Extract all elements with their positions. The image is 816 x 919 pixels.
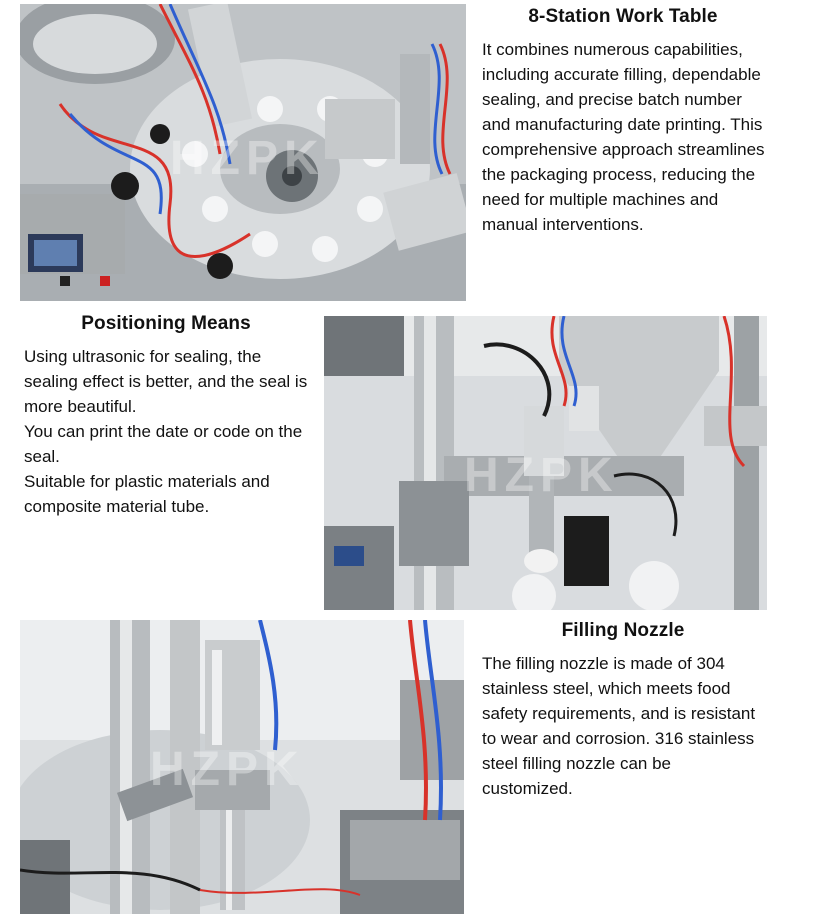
- paragraph: You can print the date or code on the seal.: [24, 422, 303, 466]
- section-title-filling-nozzle: Filling Nozzle: [561, 620, 685, 641]
- paragraph: The filling nozzle is made of 304 stainless steel, which meets food safety requirements, and is resistant to wear and corrosion. 316 stainless steel filling nozzle can be customized.: [482, 654, 756, 798]
- work-table-photo: [20, 4, 466, 301]
- section-body-positioning: [24, 344, 316, 519]
- paragraph: It combines numerous capabilities, including accurate filling, dependable sealing, and precise batch number and manufacturing date printing. This comprehensive approach streamlines the packaging process, reducing the need for multiple machines and manual interventions.: [482, 40, 765, 234]
- section-body-work-table: [482, 37, 772, 237]
- filling-nozzle-photo: [20, 620, 464, 914]
- positioning-photo: [324, 316, 767, 610]
- watermark: HZPK: [150, 743, 305, 796]
- section-title-positioning: Positioning Means: [81, 313, 251, 334]
- paragraph: Suitable for plastic materials and composite material tube.: [24, 472, 270, 516]
- watermark: HZPK: [170, 132, 325, 185]
- watermark: HZPK: [464, 449, 619, 502]
- section-title-work-table: 8-Station Work Table: [528, 6, 718, 27]
- section-body-filling-nozzle: [482, 651, 762, 801]
- paragraph: Using ultrasonic for sealing, the sealing effect is better, and the seal is more beautiful.: [24, 347, 308, 416]
